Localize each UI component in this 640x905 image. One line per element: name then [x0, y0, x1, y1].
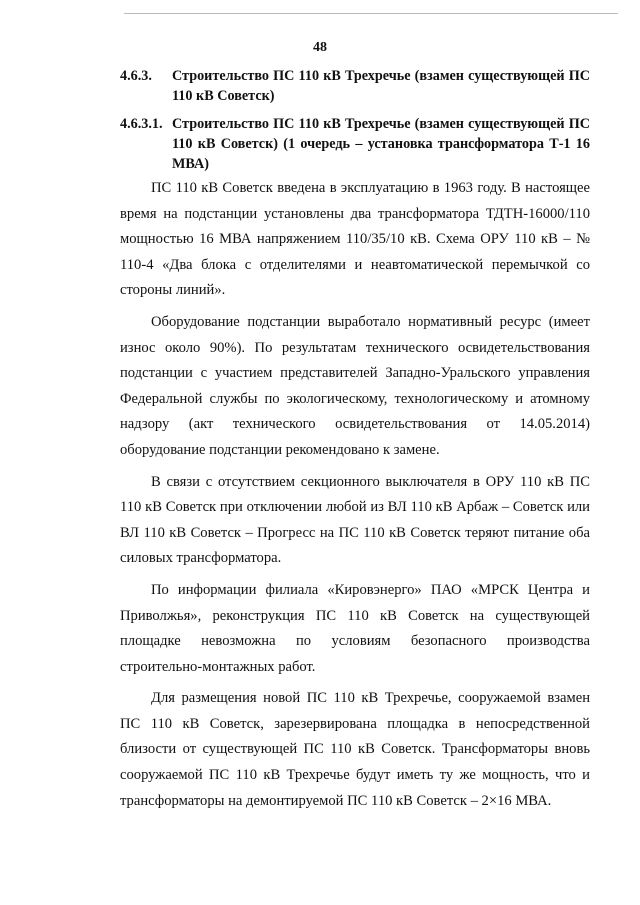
paragraph-new-substation-site: Для размещения новой ПС 110 кВ Трехречье, сооружаемой взамен ПС 110 кВ Советск, зарезервирована площадка в непосредственной близости от существующей ПС 110 кВ Советск. Трансформаторы вновь сооружаемой ПС 110 кВ Трехречье будут иметь ту же мощность, что и трансформаторы на демонтируемой ПС 110 кВ Советск – 2×16 МВА.	[120, 690, 590, 809]
body-text	[120, 176, 590, 820]
subsection-number: 4.6.3.1.	[120, 116, 163, 132]
paragraph-reconstruction-impossible: По информации филиала «Кировэнерго» ПАО «МРСК Центра и Приволжья», реконструкция ПС 110 кВ Советск на существующей площадке невозможна по условиям безопасного производства строительно-монтажных работ.	[120, 581, 590, 675]
paragraph-breaker-absence: В связи с отсутствием секционного выключателя в ОРУ 110 кВ ПС 110 кВ Советск при отключении любой из ВЛ 110 кВ Арбаж – Советск или ВЛ 110 кВ Советск – Прогресс на ПС 110 кВ Советск теряют питание оба силовых трансформатора.	[120, 473, 590, 567]
paragraph-substation-history: ПС 110 кВ Советск введена в эксплуатацию в 1963 году. В настоящее время на подстанции установлены два трансформатора ТДТН-16000/110 мощностью 16 МВА напряжением 110/35/10 кВ. Схема ОРУ 110 кВ – № 110-4 «Два блока с отделителями и неавтоматической перемычкой со стороны линий».	[120, 180, 590, 299]
section-heading-4-6-3	[120, 66, 590, 106]
section-number: 4.6.3.	[120, 68, 152, 84]
page-number: 48	[313, 40, 327, 55]
paragraph-equipment-wear: Оборудование подстанции выработало нормативный ресурс (имеет износ около 90%). По результатам технического освидетельствования подстанции с участием представителей Западно-Уральского управления Федеральной службы по экологическому, технологическому и атомному надзору (акт технического освидетельствования от 14.05.2014) оборудование подстанции рекомендовано к замене.	[120, 313, 590, 458]
subsection-heading-4-6-3-1	[120, 114, 590, 174]
scan-top-edge-line	[124, 13, 618, 14]
section-title: Строительство ПС 110 кВ Трехречье (взамен существующей ПС 110 кВ Советск)	[172, 68, 590, 104]
subsection-title: Строительство ПС 110 кВ Трехречье (взамен существующей ПС 110 кВ Советск) (1 очередь – установка трансформатора Т-1 16 МВА)	[172, 116, 590, 172]
